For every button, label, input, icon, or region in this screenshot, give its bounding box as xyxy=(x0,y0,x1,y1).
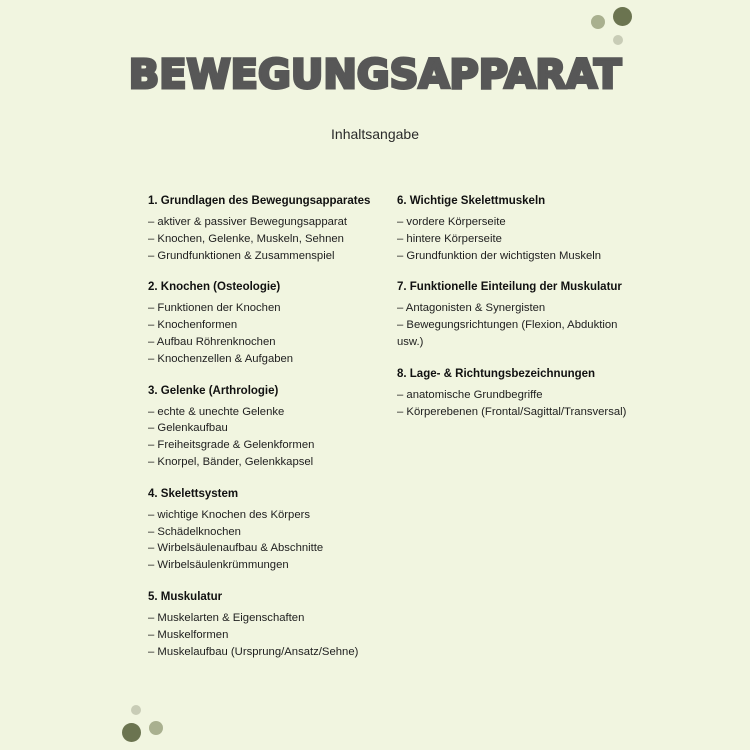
toc-section xyxy=(397,195,637,264)
section-item: – Knochen, Gelenke, Muskeln, Sehnen xyxy=(148,232,344,245)
section-heading: 5. Muskulatur xyxy=(148,590,223,603)
toc-right-column xyxy=(397,195,637,437)
decor-dot-light-bottom xyxy=(131,705,141,715)
toc-section xyxy=(148,281,388,367)
toc-section xyxy=(397,368,637,421)
section-heading: 2. Knochen (Osteologie) xyxy=(148,281,281,294)
section-item: – Wirbelsäulenkrümmungen xyxy=(148,559,289,572)
section-heading: 3. Gelenke (Arthrologie) xyxy=(148,384,279,397)
section-heading: 1. Grundlagen des Bewegungsapparates xyxy=(148,195,371,207)
toc-section xyxy=(148,195,388,264)
section-heading: 6. Wichtige Skelettmuskeln xyxy=(397,195,546,207)
section-item: – Antagonisten & Synergisten xyxy=(397,302,546,315)
section-item: – Muskelarten & Eigenschaften xyxy=(148,611,305,624)
section-item: – Grundfunktion der wichtigsten Muskeln xyxy=(397,249,602,262)
section-item: – Knorpel, Bänder, Gelenkkapsel xyxy=(148,455,314,468)
section-item: – Aufbau Röhrenknochen xyxy=(148,335,276,348)
section-heading: 7. Funktionelle Einteilung der Muskulatur xyxy=(397,281,622,294)
decor-dot-mid-top xyxy=(591,15,605,29)
section-heading: 4. Skelettsystem xyxy=(148,487,239,500)
section-item: – Bewegungsrichtungen (Flexion, Abduktion usw.) xyxy=(397,319,618,348)
section-item: – vordere Körperseite xyxy=(397,216,506,228)
section-item: – Funktionen der Knochen xyxy=(148,302,281,315)
section-item: – hintere Körperseite xyxy=(397,232,502,245)
section-item: – Freiheitsgrade & Gelenkformen xyxy=(148,439,315,452)
toc-section xyxy=(148,385,388,471)
section-item: – anatomische Grundbegriffe xyxy=(397,388,543,401)
section-item: – Schädelknochen xyxy=(148,525,241,538)
toc-left-column xyxy=(148,195,388,677)
page-title: BEWEGUNGSAPPARAT xyxy=(128,52,622,98)
toc-section xyxy=(148,488,388,574)
section-item: – Knochenformen xyxy=(148,319,238,332)
section-item: – echte & unechte Gelenke xyxy=(148,405,285,418)
section-heading: 8. Lage- & Richtungsbezeichnungen xyxy=(397,367,596,380)
section-item: – Wirbelsäulenaufbau & Abschnitte xyxy=(148,542,324,555)
decor-dot-dark-bottom xyxy=(122,723,141,742)
section-item: – wichtige Knochen des Körpers xyxy=(148,508,311,521)
page-subtitle: Inhaltsangabe xyxy=(331,126,419,142)
section-item: – aktiver & passiver Bewegungsapparat xyxy=(148,216,348,228)
section-item: – Grundfunktionen & Zusammenspiel xyxy=(148,249,335,262)
section-item: – Körperebenen (Frontal/Sagittal/Transversal) xyxy=(397,405,627,418)
decor-dot-mid-bottom xyxy=(149,721,163,735)
toc-section xyxy=(148,591,388,660)
section-item: – Muskelaufbau (Ursprung/Ansatz/Sehne) xyxy=(148,645,359,658)
section-item: – Knochenzellen & Aufgaben xyxy=(148,352,294,365)
decor-dot-light-top xyxy=(613,35,623,45)
section-item: – Muskelformen xyxy=(148,628,229,641)
decor-dot-dark-top xyxy=(613,7,632,26)
section-item: – Gelenkaufbau xyxy=(148,422,228,435)
toc-section xyxy=(397,281,637,350)
